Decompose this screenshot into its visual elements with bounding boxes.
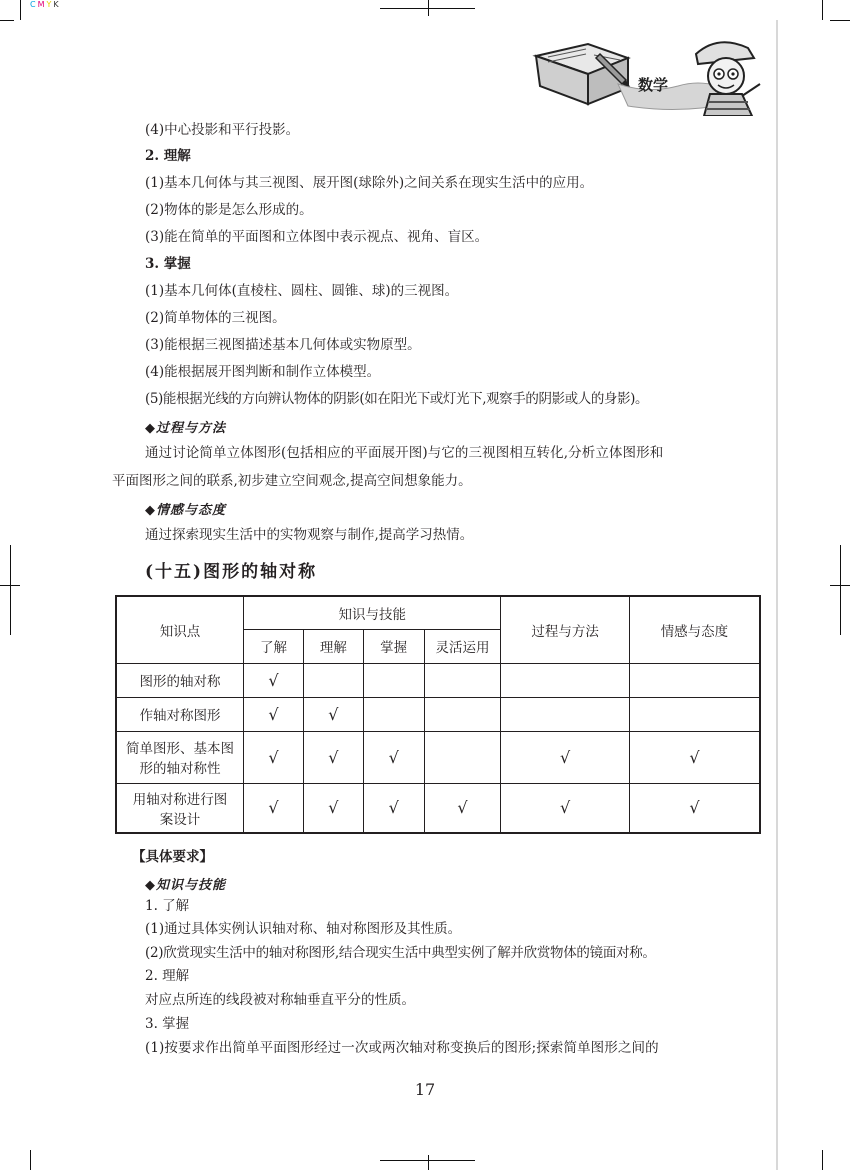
heading-master: 3. 掌握 [145,256,191,272]
table-row [116,697,760,731]
item-understand-2: (2)物体的影是怎么形成的。 [145,202,313,218]
check-mark: √ [244,663,304,697]
check-mark: √ [363,731,424,783]
item-master-4: (4)能根据展开图判断和制作立体模型。 [145,364,381,380]
process-paragraph-line1: 通过讨论简单立体图形(包括相应的平面展开图)与它的三视图相互转化,分析立体图形和 [145,445,664,461]
heading-master-2: 3. 掌握 [145,1016,190,1032]
specific-requirements-heading: 【具体要求】 [132,849,213,865]
subheading-knowledge-skills: ◆知识与技能 [145,878,226,893]
row-label-line2: 形的轴对称性 [139,761,221,777]
check-mark: √ [501,731,630,783]
header-emotion-attitude: 情感与态度 [629,596,760,663]
header-knowledge-point: 知识点 [116,596,244,663]
attitude-paragraph: 通过探索现实生活中的实物观察与制作,提高学习热情。 [145,527,474,543]
subheader-master: 掌握 [363,629,424,663]
check-mark: √ [244,783,304,833]
check-mark: √ [424,783,501,833]
item-master-construct: (1)按要求作出简单平面图形经过一次或两次轴对称变换后的图形;探索简单图形之间的 [145,1040,659,1056]
header-subject: 数学 [638,76,669,94]
item-understand-3: (3)能在简单的平面图和立体图中表示视点、视角、盲区。 [145,229,489,245]
check-mark: √ [629,731,760,783]
subheader-flexible-use: 灵活运用 [424,629,501,663]
heading-know: 1. 了解 [145,898,190,914]
row-label: 图形的轴对称 [116,663,244,697]
page-number: 17 [414,1080,436,1099]
check-mark: √ [363,783,424,833]
item-master-3: (3)能根据三视图描述基本几何体或实物原型。 [145,337,421,353]
subheader-understand: 理解 [303,629,363,663]
cmyk-k: K [53,0,61,9]
row-label [116,783,244,833]
header-illustration [528,24,778,116]
subheader-know: 了解 [244,629,304,663]
subheading-emotion-attitude: ◆情感与态度 [145,503,226,518]
header-process-method: 过程与方法 [501,596,630,663]
row-label: 作轴对称图形 [116,697,244,731]
section-title: (十五)图形的轴对称 [145,562,318,582]
table-row [116,663,760,697]
header-knowledge-skills: 知识与技能 [244,596,501,629]
cmyk-y: Y [46,0,54,9]
item-know-1: (1)通过具体实例认识轴对称、轴对称图形及其性质。 [145,921,462,937]
process-paragraph-line2: 平面图形之间的联系,初步建立空间观念,提高空间想象能力。 [112,473,472,489]
item-know-2: (2)欣赏现实生活中的轴对称图形,结合现实生活中典型实例了解并欣赏物体的镜面对称。 [145,945,656,961]
check-mark: √ [303,697,363,731]
check-mark: √ [244,697,304,731]
item-central-projection: (4)中心投影和平行投影。 [145,122,300,138]
item-understand-1: (1)基本几何体与其三视图、展开图(球除外)之间关系在现实生活中的应用。 [145,175,594,191]
cmyk-color-bar [30,0,61,9]
check-mark: √ [303,731,363,783]
cmyk-m: M [37,0,47,9]
row-label-line2: 案设计 [159,811,201,828]
item-master-5: (5)能根据光线的方向辨认物体的阴影(如在阳光下或灯光下,观察手的阴影或人的身影)。 [145,391,649,407]
subheading-process-method: ◆过程与方法 [145,421,226,436]
item-master-1: (1)基本几何体(直棱柱、圆柱、圆锥、球)的三视图。 [145,283,459,299]
item-master-2: (2)简单物体的三视图。 [145,310,286,326]
check-mark: √ [244,731,304,783]
row-label-line1: 简单图形、基本图 [126,741,235,757]
page-edge-rule [776,20,778,1170]
check-mark: √ [501,783,630,833]
table-row [116,783,760,833]
check-mark: √ [629,783,760,833]
cmyk-c: C [30,0,38,9]
heading-understand-2: 2. 理解 [145,968,190,984]
table-row [116,731,760,783]
row-label-line1: 用轴对称进行图 [132,791,228,808]
heading-understand: 2. 理解 [145,148,191,164]
item-understand-property: 对应点所连的线段被对称轴垂直平分的性质。 [145,992,415,1008]
check-mark: √ [303,783,363,833]
row-label [116,731,244,783]
objectives-table [115,595,761,834]
